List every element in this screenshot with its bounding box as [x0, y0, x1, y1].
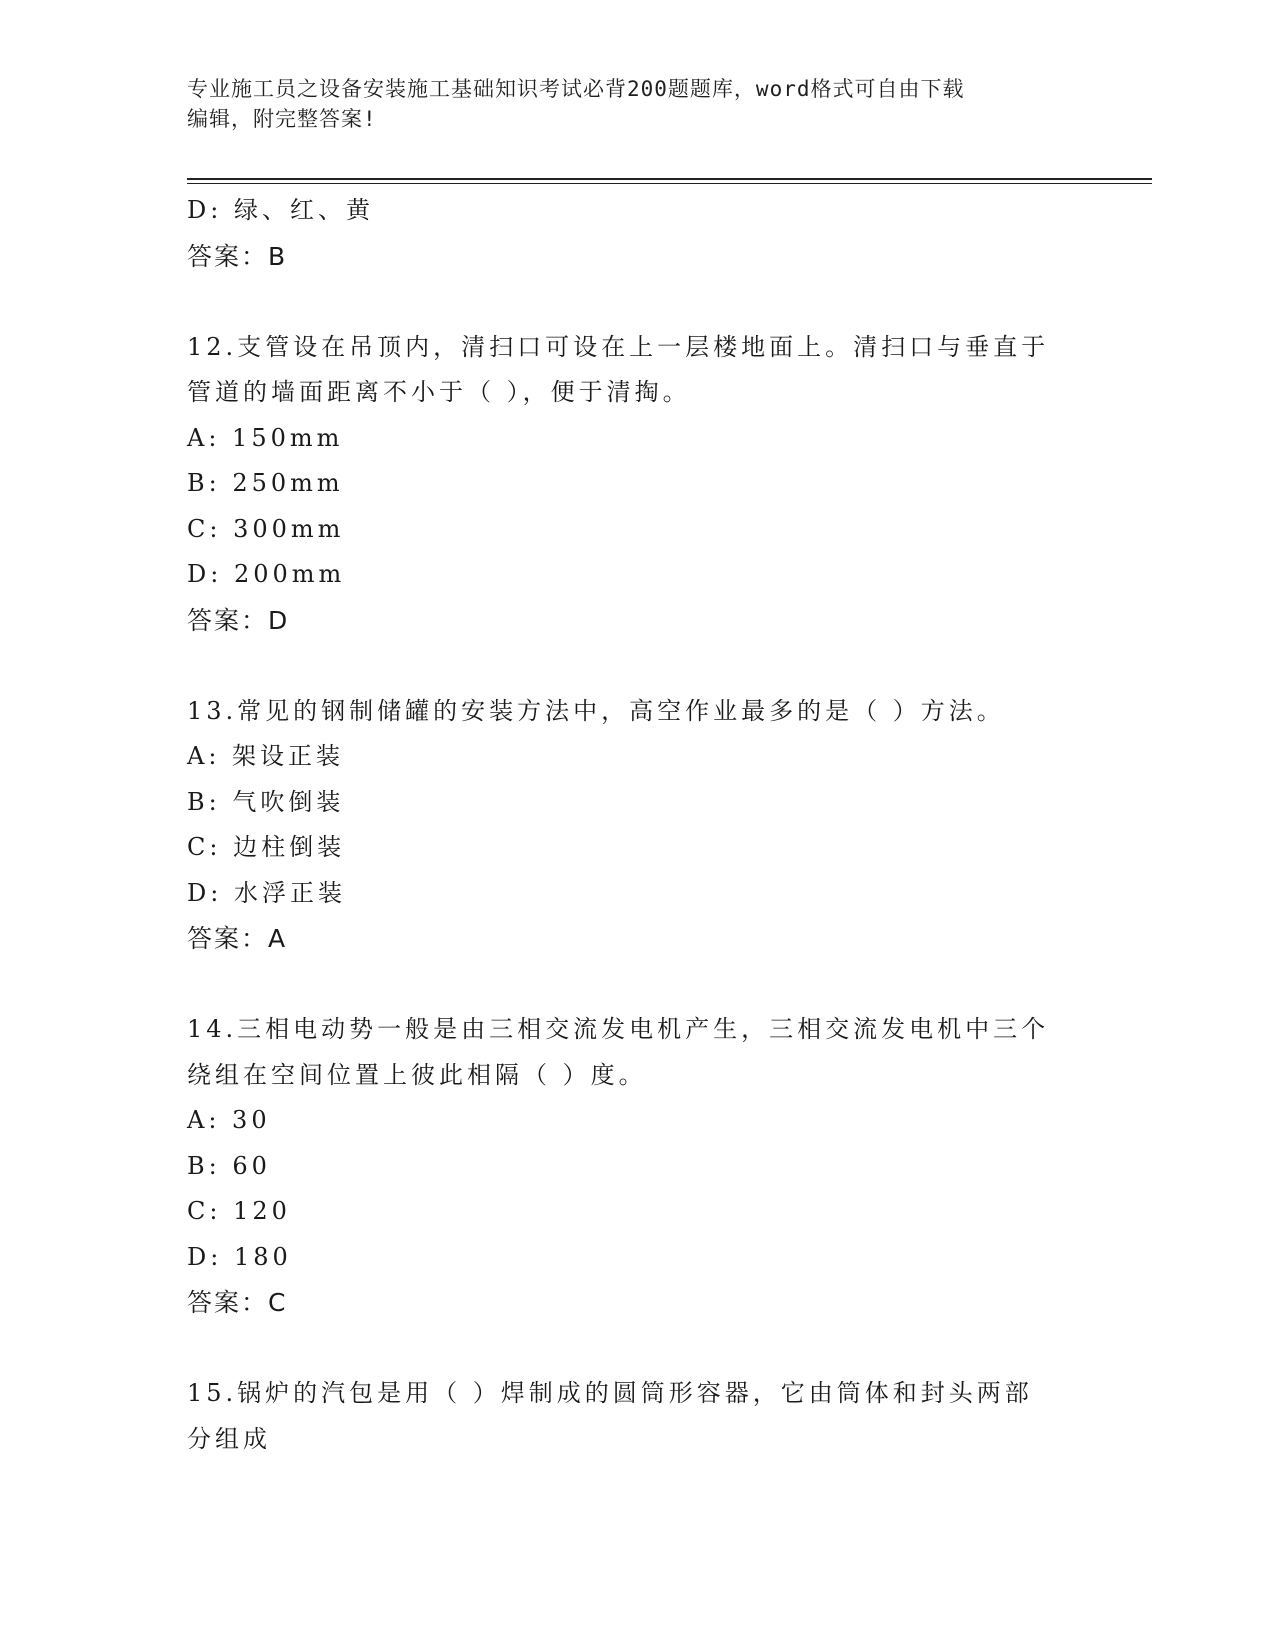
option-d: D: 水浮正装 — [187, 878, 346, 907]
option-b: B: 气吹倒装 — [187, 787, 345, 816]
spacer — [187, 279, 1087, 325]
spacer — [187, 643, 1087, 689]
spacer — [187, 1326, 1087, 1372]
question-12 — [187, 325, 1087, 644]
answer-line: 答案：A — [187, 924, 288, 953]
header-title-line-2: 编辑，附完整答案! — [187, 107, 377, 131]
question-text-line-1: 13.常见的钢制储罐的安装方法中，高空作业最多的是（ ）方法。 — [187, 696, 1005, 725]
spacer — [187, 962, 1087, 1008]
page-header — [187, 74, 1087, 134]
option-d: D: 绿、红、黄 — [187, 196, 374, 224]
answer-line: 答案：D — [187, 605, 290, 635]
question-15 — [187, 1371, 1087, 1462]
option-a: A: 架设正装 — [187, 742, 345, 770]
option-c: C: 边柱倒装 — [187, 833, 346, 861]
answer-line: 答案：C — [187, 1288, 288, 1317]
option-d: D: 180 — [187, 1242, 292, 1271]
option-b: B: 250mm — [187, 469, 344, 497]
option-a: A: 150mm — [187, 423, 344, 452]
header-divider-thick — [187, 178, 1152, 180]
option-b: B: 60 — [187, 1151, 271, 1180]
document-body — [187, 188, 1087, 1462]
question-text-line-2: 分组成 — [187, 1424, 271, 1453]
question-text-line-1: 12.支管设在吊顶内，清扫口可设在上一层楼地面上。清扫口与垂直于 — [187, 332, 1050, 361]
question-text-line-2: 绕组在空间位置上彼此相隔（ ）度。 — [187, 1060, 647, 1089]
question-14 — [187, 1007, 1087, 1326]
header-title-line-1: 专业施工员之设备安装施工基础知识考试必背200题题库，word格式可自由下载 — [187, 77, 965, 101]
answer-line: 答案：B — [187, 241, 288, 271]
header-divider-thin — [187, 183, 1152, 184]
option-c: C: 120 — [187, 1197, 291, 1225]
question-text-line-2: 管道的墙面距离不小于（ ），便于清掏。 — [187, 378, 691, 406]
option-a: A: 30 — [187, 1106, 271, 1134]
question-13 — [187, 689, 1087, 962]
option-c: C: 300mm — [187, 514, 345, 543]
question-text-line-1: 15.锅炉的汽包是用（ ）焊制成的圆筒形容器，它由筒体和封头两部 — [187, 1379, 1033, 1407]
question-text-line-1: 14.三相电动势一般是由三相交流发电机产生，三相交流发电机中三个 — [187, 1015, 1050, 1043]
question-11-tail — [187, 188, 1087, 279]
option-d: D: 200mm — [187, 560, 346, 588]
